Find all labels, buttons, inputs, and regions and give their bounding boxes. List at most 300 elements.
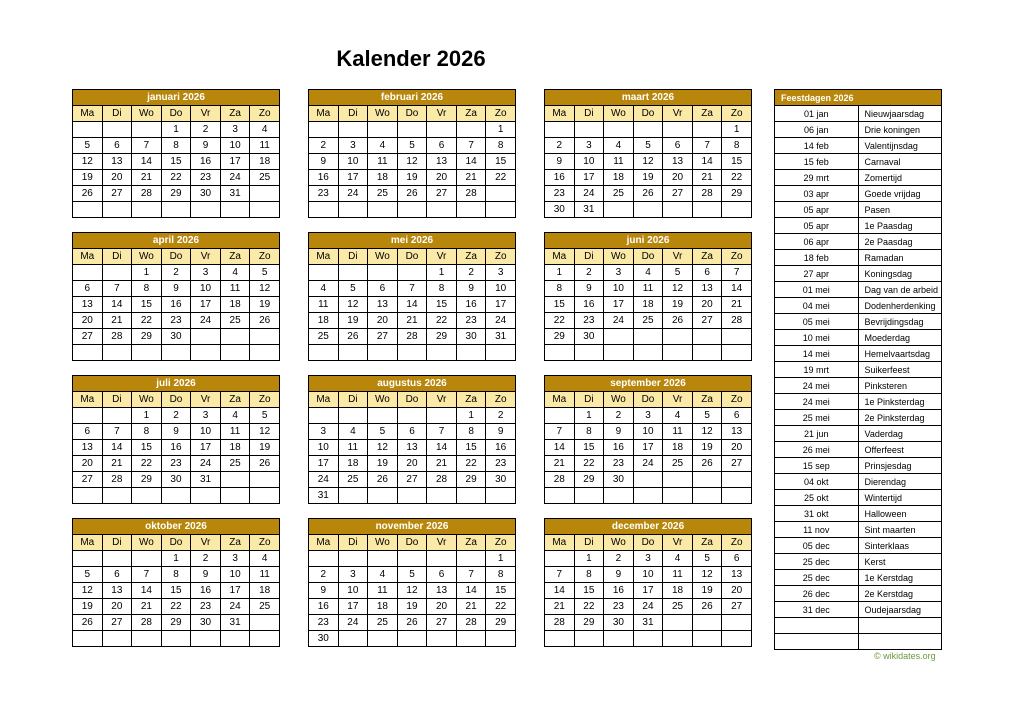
- holiday-name: Koningsdag: [858, 266, 942, 282]
- day-cell: 27: [427, 186, 457, 202]
- day-cell: 3: [633, 551, 663, 567]
- day-cell: 20: [73, 313, 103, 329]
- day-cell: 22: [427, 313, 457, 329]
- weekday-label: Za: [220, 392, 250, 408]
- holiday-row: [775, 586, 942, 602]
- day-cell: 11: [604, 154, 634, 170]
- holiday-row: [775, 634, 942, 650]
- day-cell: [574, 631, 604, 647]
- day-cell: 24: [604, 313, 634, 329]
- week-row: [73, 424, 280, 440]
- holiday-row: [775, 394, 942, 410]
- day-cell: 25: [309, 329, 339, 345]
- day-cell: 13: [368, 297, 398, 313]
- day-cell: 23: [309, 186, 339, 202]
- day-cell: 20: [427, 599, 457, 615]
- day-cell: 25: [663, 599, 693, 615]
- day-cell: 26: [397, 186, 427, 202]
- day-cell: 16: [604, 583, 634, 599]
- day-cell: [250, 631, 280, 647]
- day-cell: 7: [722, 265, 752, 281]
- day-cell: 2: [604, 408, 634, 424]
- day-cell: 27: [663, 186, 693, 202]
- holiday-date: 25 mei: [775, 410, 859, 426]
- day-cell: 2: [309, 138, 339, 154]
- week-row: [309, 329, 516, 345]
- week-row: [545, 329, 752, 345]
- day-cell: 30: [574, 329, 604, 345]
- day-cell: 13: [427, 154, 457, 170]
- day-cell: 9: [309, 154, 339, 170]
- day-cell: 21: [545, 456, 575, 472]
- day-cell: [427, 408, 457, 424]
- weekday-label: Vr: [191, 535, 221, 551]
- day-cell: 12: [397, 583, 427, 599]
- week-row: [309, 408, 516, 424]
- weekday-label: Di: [338, 392, 368, 408]
- day-cell: 8: [132, 281, 162, 297]
- weekday-label: Vr: [663, 106, 693, 122]
- day-cell: 4: [368, 567, 398, 583]
- day-cell: 1: [161, 551, 191, 567]
- holiday-name: 2e Kerstdag: [858, 586, 942, 602]
- holiday-date: 19 mrt: [775, 362, 859, 378]
- holiday-date: 31 okt: [775, 506, 859, 522]
- weekday-label: Za: [456, 535, 486, 551]
- holiday-name: Dodenherdenking: [858, 298, 942, 314]
- day-cell: 11: [250, 567, 280, 583]
- day-cell: 18: [220, 440, 250, 456]
- day-cell: [722, 345, 752, 361]
- day-cell: 5: [250, 265, 280, 281]
- day-cell: 22: [574, 456, 604, 472]
- holiday-row: [775, 298, 942, 314]
- day-cell: 2: [161, 265, 191, 281]
- day-cell: [132, 122, 162, 138]
- day-cell: 12: [397, 154, 427, 170]
- day-cell: [132, 631, 162, 647]
- day-cell: 29: [132, 329, 162, 345]
- weekday-label: Di: [102, 106, 132, 122]
- day-cell: 13: [722, 424, 752, 440]
- weekday-label: Di: [102, 535, 132, 551]
- day-cell: 21: [692, 170, 722, 186]
- day-cell: 3: [486, 265, 516, 281]
- holiday-row: [775, 170, 942, 186]
- day-cell: 11: [368, 583, 398, 599]
- day-cell: 4: [663, 551, 693, 567]
- week-row: [309, 583, 516, 599]
- weekday-label: Do: [397, 106, 427, 122]
- day-cell: [250, 488, 280, 504]
- day-cell: [220, 631, 250, 647]
- day-cell: 30: [161, 329, 191, 345]
- day-cell: [663, 345, 693, 361]
- weekday-label: Za: [692, 106, 722, 122]
- month-calendar: [544, 375, 752, 504]
- day-cell: [102, 202, 132, 218]
- day-cell: [692, 122, 722, 138]
- day-cell: 28: [102, 472, 132, 488]
- day-cell: 29: [545, 329, 575, 345]
- day-cell: 4: [604, 138, 634, 154]
- day-cell: 12: [663, 281, 693, 297]
- weekday-label: Ma: [309, 535, 339, 551]
- day-cell: 11: [220, 281, 250, 297]
- day-cell: 16: [191, 583, 221, 599]
- day-cell: [73, 265, 103, 281]
- day-cell: 4: [663, 408, 693, 424]
- day-cell: 27: [692, 313, 722, 329]
- day-cell: 21: [427, 456, 457, 472]
- day-cell: [722, 615, 752, 631]
- day-cell: 7: [102, 424, 132, 440]
- day-cell: 10: [574, 154, 604, 170]
- day-cell: [456, 488, 486, 504]
- day-cell: 17: [309, 456, 339, 472]
- day-cell: 21: [456, 599, 486, 615]
- week-row: [545, 583, 752, 599]
- month-title: december 2026: [545, 519, 752, 535]
- day-cell: 5: [692, 551, 722, 567]
- day-cell: [309, 202, 339, 218]
- week-row: [73, 472, 280, 488]
- day-cell: 10: [220, 567, 250, 583]
- holiday-date: 25 dec: [775, 570, 859, 586]
- day-cell: [722, 488, 752, 504]
- weekday-label: Wo: [368, 106, 398, 122]
- weekday-label: Do: [161, 106, 191, 122]
- day-cell: 30: [604, 615, 634, 631]
- day-cell: 12: [250, 424, 280, 440]
- day-cell: 18: [309, 313, 339, 329]
- holiday-row: [775, 234, 942, 250]
- day-cell: 18: [250, 154, 280, 170]
- day-cell: 21: [132, 599, 162, 615]
- holiday-date: 18 feb: [775, 250, 859, 266]
- day-cell: 18: [633, 297, 663, 313]
- day-cell: [191, 488, 221, 504]
- day-cell: 18: [368, 599, 398, 615]
- day-cell: [368, 408, 398, 424]
- month-table: [308, 232, 516, 361]
- day-cell: 8: [132, 424, 162, 440]
- week-row: [545, 551, 752, 567]
- day-cell: 3: [574, 138, 604, 154]
- week-row: [309, 154, 516, 170]
- holiday-date: 06 jan: [775, 122, 859, 138]
- day-cell: [102, 265, 132, 281]
- weekday-label: Di: [574, 535, 604, 551]
- day-cell: 27: [102, 615, 132, 631]
- day-cell: 7: [692, 138, 722, 154]
- weekday-label: Ma: [73, 535, 103, 551]
- week-row: [309, 202, 516, 218]
- day-cell: 16: [456, 297, 486, 313]
- day-cell: [427, 122, 457, 138]
- day-cell: 9: [191, 138, 221, 154]
- day-cell: 14: [427, 440, 457, 456]
- day-cell: 20: [692, 297, 722, 313]
- day-cell: 15: [722, 154, 752, 170]
- day-cell: [397, 631, 427, 647]
- day-cell: 1: [486, 122, 516, 138]
- holiday-date: 04 mei: [775, 298, 859, 314]
- weekday-label: Ma: [73, 392, 103, 408]
- weekday-label: Di: [102, 392, 132, 408]
- week-row: [545, 281, 752, 297]
- day-cell: 22: [486, 599, 516, 615]
- day-cell: 10: [633, 567, 663, 583]
- month-title: maart 2026: [545, 90, 752, 106]
- day-cell: 26: [663, 313, 693, 329]
- day-cell: 24: [191, 313, 221, 329]
- day-cell: 30: [161, 472, 191, 488]
- weekday-label: Wo: [368, 392, 398, 408]
- weekday-label: Za: [220, 535, 250, 551]
- holiday-date: 15 sep: [775, 458, 859, 474]
- day-cell: 5: [663, 265, 693, 281]
- day-cell: 28: [132, 615, 162, 631]
- weekday-label: Do: [397, 535, 427, 551]
- week-row: [309, 567, 516, 583]
- month-table: [72, 518, 280, 647]
- day-cell: 14: [132, 583, 162, 599]
- day-cell: 26: [338, 329, 368, 345]
- weekday-label: Zo: [486, 249, 516, 265]
- day-cell: 9: [604, 424, 634, 440]
- day-cell: 2: [191, 551, 221, 567]
- day-cell: [722, 329, 752, 345]
- day-cell: 18: [220, 297, 250, 313]
- day-cell: 9: [456, 281, 486, 297]
- day-cell: 18: [368, 170, 398, 186]
- weekday-label: Wo: [604, 535, 634, 551]
- week-row: [73, 599, 280, 615]
- weekday-label: Zo: [722, 249, 752, 265]
- day-cell: 30: [191, 186, 221, 202]
- day-cell: 14: [545, 583, 575, 599]
- weekday-label: Za: [692, 535, 722, 551]
- day-cell: 26: [73, 615, 103, 631]
- weekday-label: Zo: [250, 535, 280, 551]
- day-cell: 3: [220, 122, 250, 138]
- day-cell: 16: [309, 170, 339, 186]
- day-cell: 31: [486, 329, 516, 345]
- day-cell: 15: [486, 154, 516, 170]
- holiday-date: 01 jan: [775, 106, 859, 122]
- holiday-date: 25 okt: [775, 490, 859, 506]
- month-title: september 2026: [545, 376, 752, 392]
- day-cell: 4: [309, 281, 339, 297]
- day-cell: 17: [633, 583, 663, 599]
- day-cell: 22: [161, 170, 191, 186]
- day-cell: [102, 631, 132, 647]
- day-cell: [250, 329, 280, 345]
- day-cell: 14: [545, 440, 575, 456]
- day-cell: 19: [73, 170, 103, 186]
- month-table: [72, 232, 280, 361]
- holiday-name: Carnaval: [858, 154, 942, 170]
- week-row: [545, 122, 752, 138]
- day-cell: 18: [663, 440, 693, 456]
- month-calendar: [308, 518, 516, 647]
- day-cell: 23: [161, 313, 191, 329]
- month-table: [544, 518, 752, 647]
- day-cell: 1: [132, 408, 162, 424]
- day-cell: 31: [574, 202, 604, 218]
- day-cell: 6: [692, 265, 722, 281]
- week-row: [73, 297, 280, 313]
- day-cell: 26: [633, 186, 663, 202]
- month-table: [308, 375, 516, 504]
- day-cell: [73, 408, 103, 424]
- day-cell: 19: [338, 313, 368, 329]
- day-cell: [132, 345, 162, 361]
- day-cell: 9: [604, 567, 634, 583]
- day-cell: 7: [456, 567, 486, 583]
- day-cell: 24: [191, 456, 221, 472]
- day-cell: [102, 551, 132, 567]
- weekday-label: Di: [574, 249, 604, 265]
- credit-text[interactable]: © wikidates.org: [874, 651, 936, 661]
- day-cell: [486, 345, 516, 361]
- day-cell: [309, 551, 339, 567]
- day-cell: 3: [338, 567, 368, 583]
- day-cell: 31: [220, 186, 250, 202]
- weekday-label: Ma: [545, 249, 575, 265]
- week-row: [545, 265, 752, 281]
- day-cell: [220, 472, 250, 488]
- day-cell: 26: [692, 599, 722, 615]
- day-cell: 30: [309, 631, 339, 647]
- day-cell: 21: [102, 313, 132, 329]
- weekday-label: Di: [102, 249, 132, 265]
- day-cell: 20: [368, 313, 398, 329]
- holiday-name: 1e Paasdag: [858, 218, 942, 234]
- day-cell: 21: [397, 313, 427, 329]
- holiday-name: Sinterklaas: [858, 538, 942, 554]
- day-cell: 16: [161, 440, 191, 456]
- holiday-date: 10 mei: [775, 330, 859, 346]
- holiday-row: [775, 314, 942, 330]
- month-title: mei 2026: [309, 233, 516, 249]
- day-cell: 21: [545, 599, 575, 615]
- holiday-date: 03 apr: [775, 186, 859, 202]
- day-cell: [397, 551, 427, 567]
- day-cell: 13: [663, 154, 693, 170]
- week-row: [73, 631, 280, 647]
- day-cell: 1: [722, 122, 752, 138]
- day-cell: 8: [161, 567, 191, 583]
- day-cell: [692, 329, 722, 345]
- day-cell: 3: [191, 265, 221, 281]
- holiday-date: 06 apr: [775, 234, 859, 250]
- day-cell: 31: [633, 615, 663, 631]
- day-cell: [663, 472, 693, 488]
- holiday-row: [775, 506, 942, 522]
- day-cell: [368, 488, 398, 504]
- day-cell: 10: [633, 424, 663, 440]
- month-calendar: [72, 518, 280, 647]
- day-cell: 14: [722, 281, 752, 297]
- weekday-label: Ma: [73, 106, 103, 122]
- day-cell: 14: [132, 154, 162, 170]
- day-cell: [102, 345, 132, 361]
- holiday-date: 25 dec: [775, 554, 859, 570]
- day-cell: [73, 345, 103, 361]
- day-cell: 8: [161, 138, 191, 154]
- day-cell: 2: [545, 138, 575, 154]
- day-cell: 7: [132, 567, 162, 583]
- day-cell: 24: [486, 313, 516, 329]
- day-cell: [397, 488, 427, 504]
- day-cell: 10: [191, 281, 221, 297]
- day-cell: 13: [397, 440, 427, 456]
- day-cell: 17: [191, 297, 221, 313]
- week-row: [73, 440, 280, 456]
- day-cell: 8: [427, 281, 457, 297]
- day-cell: [692, 202, 722, 218]
- day-cell: 4: [250, 122, 280, 138]
- day-cell: 5: [73, 567, 103, 583]
- day-cell: 26: [692, 456, 722, 472]
- day-cell: 28: [722, 313, 752, 329]
- day-cell: [427, 488, 457, 504]
- day-cell: [73, 631, 103, 647]
- day-cell: 8: [574, 567, 604, 583]
- week-row: [545, 599, 752, 615]
- day-cell: 6: [102, 138, 132, 154]
- day-cell: 22: [574, 599, 604, 615]
- day-cell: [309, 345, 339, 361]
- weekday-label: Za: [220, 106, 250, 122]
- day-cell: 15: [427, 297, 457, 313]
- week-row: [309, 297, 516, 313]
- holiday-row: [775, 522, 942, 538]
- day-cell: 23: [191, 599, 221, 615]
- day-cell: [220, 202, 250, 218]
- day-cell: [604, 488, 634, 504]
- day-cell: 27: [722, 456, 752, 472]
- day-cell: 17: [220, 583, 250, 599]
- day-cell: 19: [73, 599, 103, 615]
- week-row: [73, 488, 280, 504]
- week-row: [545, 345, 752, 361]
- day-cell: 8: [574, 424, 604, 440]
- weekday-label: Di: [574, 392, 604, 408]
- day-cell: [250, 472, 280, 488]
- day-cell: 22: [161, 599, 191, 615]
- day-cell: 1: [486, 551, 516, 567]
- day-cell: 1: [574, 551, 604, 567]
- holiday-name: Oudejaarsdag: [858, 602, 942, 618]
- week-row: [73, 313, 280, 329]
- month-title: november 2026: [309, 519, 516, 535]
- day-cell: [486, 202, 516, 218]
- day-cell: 7: [427, 424, 457, 440]
- holiday-name: Offerfeest: [858, 442, 942, 458]
- day-cell: [456, 551, 486, 567]
- holiday-name: Wintertijd: [858, 490, 942, 506]
- day-cell: 14: [456, 154, 486, 170]
- day-cell: 4: [250, 551, 280, 567]
- day-cell: 5: [397, 567, 427, 583]
- day-cell: 28: [397, 329, 427, 345]
- weekday-label: Do: [633, 535, 663, 551]
- day-cell: 14: [456, 583, 486, 599]
- day-cell: 17: [633, 440, 663, 456]
